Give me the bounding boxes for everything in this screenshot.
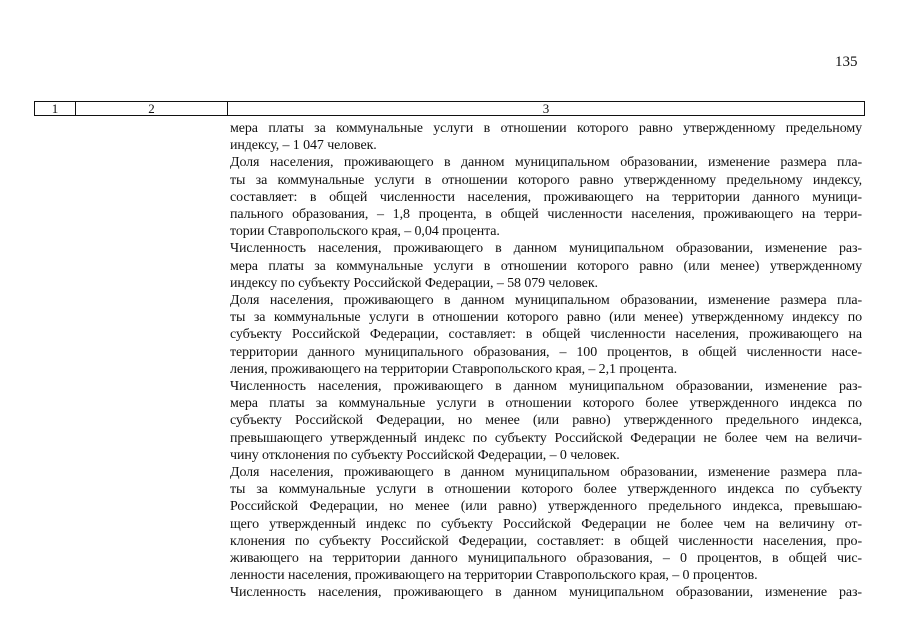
text-line: Доля населения, проживающего в данном муниципальном образовании, изменение размера пла-: [230, 465, 862, 481]
text-line: ты за коммунальные услуги в отношении которого более утвержденного индекса по субъекту: [230, 482, 862, 498]
column-header-3: 3: [228, 102, 865, 116]
text-line: мера платы за коммунальные услуги в отношении которого равно утвержденному предельному: [230, 121, 862, 136]
text-line: составляет: в общей численности населения, проживающего на территории данного муници-: [230, 189, 862, 205]
page-number: 135: [835, 54, 858, 70]
text-line: мера платы за коммунальные услуги в отношении которого равно (или менее) утвержденному: [230, 258, 862, 274]
text-line: ты за коммунальные услуги в отношении которого равно утвержденному предельному индексу,: [230, 172, 862, 188]
text-line: индексу по субъекту Российской Федерации, – 58 079 человек.: [230, 275, 598, 291]
text-line: превышающего утвержденный индекс по субъекту Российской Федерации не более чем на величи-: [230, 430, 862, 446]
text-line: пального образования, – 1,8 процента, в общей численности населения, проживающего на терри-: [230, 207, 862, 223]
text-line: тории Ставропольского края, – 0,04 процента.: [230, 224, 500, 240]
text-line: Численность населения, проживающего в данном муниципальном образовании, изменение раз-: [230, 379, 862, 395]
text-line: ты за коммунальные услуги в отношении которого равно (или менее) утвержденному индексу по: [230, 310, 862, 326]
column-header-table: [34, 101, 865, 116]
text-line: Численность населения, проживающего в данном муниципальном образовании, изменение раз-: [230, 241, 862, 257]
text-line: мера платы за коммунальные услуги в отношении которого более утвержденного индекса по: [230, 396, 862, 412]
text-line: Доля населения, проживающего в данном муниципальном образовании, изменение размера пла-: [230, 155, 862, 171]
text-line: территории данного муниципального образования, – 100 процентов, в общей численности насе-: [230, 344, 862, 360]
text-line: Российской Федерации, но менее (или равно) утвержденного предельного индекса, превышаю-: [230, 499, 862, 515]
text-line: клонения по субъекту Российской Федерации, составляет: в общей численности населения, про-: [230, 533, 862, 549]
body-text: [230, 120, 862, 602]
text-line: Доля населения, проживающего в данном муниципальном образовании, изменение размера пла-: [230, 293, 862, 309]
text-line: субъекту Российской Федерации, составляет: в общей численности населения, проживающего на: [230, 327, 862, 343]
text-line: субъекту Российской Федерации, но менее (или равно) утвержденного предельного индекса,: [230, 413, 862, 429]
text-line: чину отклонения по субъекту Российской Федерации, – 0 человек.: [230, 447, 620, 463]
text-line: индексу, – 1 047 человек.: [230, 138, 377, 154]
column-header-2: 2: [76, 102, 228, 116]
text-line: Численность населения, проживающего в данном муниципальном образовании, изменение раз-: [230, 585, 862, 601]
column-header-1: 1: [35, 102, 76, 116]
text-line: ления, проживающего на территории Ставропольского края, – 2,1 процента.: [230, 361, 678, 377]
text-line: щего утвержденный индекс по субъекту Российской Федерации не более чем на величину от-: [230, 516, 862, 532]
text-line: живающего на территории данного муниципального образования, – 0 процентов, в общей чис-: [230, 551, 862, 567]
column-header-row: [35, 102, 865, 116]
text-line: ленности населения, проживающего на территории Ставропольского края, – 0 процентов.: [230, 568, 758, 584]
